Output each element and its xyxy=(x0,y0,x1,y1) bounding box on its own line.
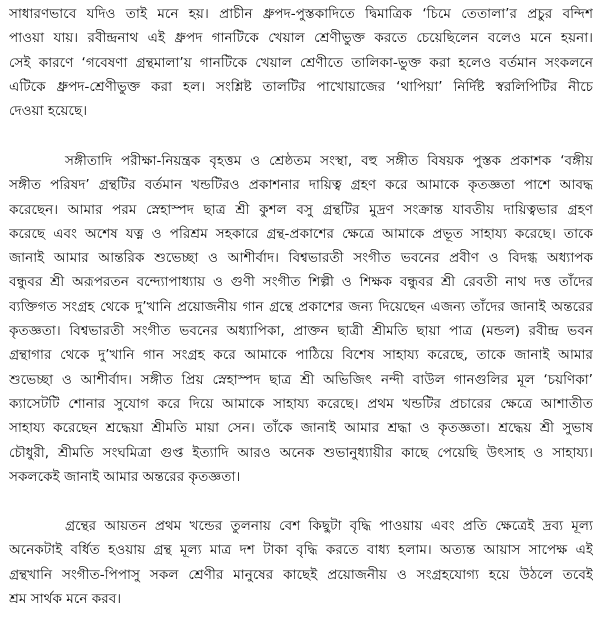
text-line: গ্রন্থের আয়তন প্রথম খন্ডের তুলনায় বেশ কিছুটা বৃদ্ধি পাওয়ায় এবং প্রতি ক্ষেত্রেই দ্রব্য মূল্য xyxy=(65,518,593,534)
text-line: গ্রন্থখানি সংগীত-পিপাসু সকল শ্রেণীর মানুষের কাছেই প্রয়োজনীয় ও সংগ্রহযোগ্য হয়ে উঠলে তবেই xyxy=(9,566,593,583)
text-line: দেওয়া হয়েছে। xyxy=(9,103,88,120)
text-line: করেছেন। আমার পরম স্নেহাস্পদ ছাত্র শ্রী কুশল বসু গ্রন্থটির মুদ্রণ সংক্রান্ত যাবতীয় দায়িত্বভার গ্রহণ xyxy=(9,201,593,218)
paragraph-dhrupad-note xyxy=(9,2,593,123)
text-line: ক্যাসেটটি শোনার সুযোগ করে দিয়ে আমাকে সাহায্য করেছে। প্রথম খন্ডটির প্রচারের ক্ষেত্রে আশাতীত xyxy=(9,395,593,412)
text-line: শুভেচ্ছা ও আশীর্বাদ। সঙ্গীত প্রিয় স্নেহাস্পদ ছাত্র শ্রী অভিজিৎ নন্দী বাউল গানগুলির মূল ‘চয়ণিকা’ xyxy=(9,371,593,388)
paragraph-acknowledgements xyxy=(9,149,593,489)
paragraph-price-note xyxy=(9,514,593,611)
text-line: অনেকটাই বর্ধিত হওয়ায় গ্রন্থ মূল্য মাত্র দশ টাকা বৃদ্ধি করতে বাধ্য হলাম। অত্যন্ত আয়াস সাপেক্ষ এই xyxy=(9,542,593,559)
text-line: সকলকেই জানাই আমার অন্তরের কৃতজ্ঞতা। xyxy=(9,468,241,485)
text-line: গ্রন্থাগার থেকে দু’খানি গান সংগ্রহ করে আমাকে পাঠিয়ে বিশেষ সাহায্য করেছে, তাকে জানাই আমার xyxy=(9,347,593,364)
text-line: সাধারণভাবে যদিও তাই মনে হয়। প্রাচীন ধ্রুপদ-পুস্তকাদিতে দ্বিমাত্রিক ‘চিমে তেতালা’র প্রচুর বন্দিশ xyxy=(9,6,593,22)
text-line: সঙ্গীত পরিষদ’ গ্রন্থটির বর্তমান খন্ডটিরও প্রকাশনার দায়িত্ব গ্রহণ করে আমাকে কৃতজ্ঞতা পাশে আবদ্ধ xyxy=(9,177,593,194)
document-page xyxy=(9,0,593,632)
text-line: কৃতজ্ঞতা। বিশ্বভারতী সংগীত ভবনের অধ্যাপিকা, প্রাক্তন ছাত্রী শ্রীমতি ছায়া পাত্র (মন্ডল) রবীন্দ্র ভবন xyxy=(9,323,593,340)
text-line: করেছে এবং অশেষ যত্ন ও পরিশ্রম সহকারে গ্রন্থ-প্রকাশের ক্ষেত্রে আমাকে প্রভূত সাহায্য করেছে। তাকে xyxy=(9,225,593,242)
text-line: পাওয়া যায়। রবীন্দ্রনাথ এই ধ্রুপদ গানটিকে খেয়াল শ্রেণীভুক্ত করতে চেয়েছিলেন বলেও মনে হয়না। xyxy=(9,30,593,47)
text-line: সঙ্গীতাদি পরীক্ষা-নিয়ন্ত্রক বৃহত্তম ও শ্রেষ্ঠতম সংস্থা, বহু সঙ্গীত বিষয়ক পুস্তক প্রকাশক ‘বঙ্গীয় xyxy=(65,153,593,169)
text-line: জানাই আমার আন্তরিক শুভেচ্ছা ও আশীর্বাদ। বিশ্বভারতী সংগীত ভবনের প্রবীণ ও বিদগ্ধ অধ্যাপক xyxy=(9,250,593,267)
text-line: চৌধুরী, শ্রীমতি সংঘমিত্রা গুপ্ত ইত্যাদি আরও অনেক শুভানুধ্যায়ীর কাছে পেয়েছি উৎসাহ ও সাহায্য। xyxy=(9,444,593,461)
text-line: সাহায্য করেছেন শ্রদ্ধেয়া শ্রীমতি মায়া সেন। তাঁকে জানাই আমার শ্রদ্ধা ও কৃতজ্ঞতা। শ্রদ্ধেয় শ্রী সুভাষ xyxy=(9,420,593,437)
text-line: সেই কারণে ‘গবেষণা গ্রন্থমালা’য় গানটিকে খেয়াল শ্রেণীতে তালিকা-ভুক্ত করা হলেও বর্তমান সংকলনে xyxy=(9,54,593,71)
text-line: বন্ধুবর শ্রী অরূপরতন বন্দ্যোপাধ্যায় ও গুণী সংগীত শিল্পী ও শিক্ষক বন্ধুবর শ্রী রেবতী নাথ দত্ত তাঁদের xyxy=(9,274,593,291)
text-line: ব্যক্তিগত সংগ্রহ থেকে দু’খানি প্রয়োজনীয় গান গ্রন্থে প্রকাশের জন্য দিয়েছেন এজন্য তাঁদের জানাই অন্তরের xyxy=(9,298,593,315)
text-line: শ্রম সার্থক মনে করব। xyxy=(9,590,122,607)
text-line: এটিকে ধ্রুপদ-শ্রেণীভুক্ত করা হল। সংশ্লিষ্ট তালটির পাখোয়াজের ‘থাপিয়া’ নির্দিষ্ট স্বরলিপিটির নীচে xyxy=(9,78,593,95)
